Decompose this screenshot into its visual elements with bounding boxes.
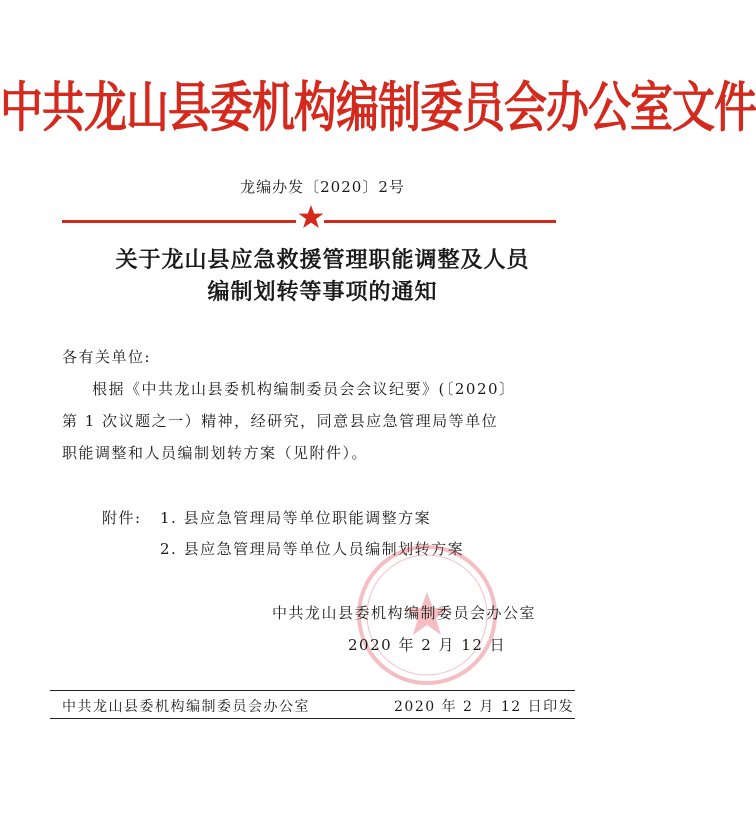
body-paragraph-line: 根据《中共龙山县委机构编制委员会会议纪要》(〔2020〕 [92,380,516,398]
salutation: 各有关单位: [62,348,152,366]
attachment-item: 1. 县应急管理局等单位职能调整方案 [160,509,432,527]
footer-print-date: 2020 年 2 月 12 日印发 [394,699,575,715]
footer-top-rule [50,690,575,691]
attachments-label: 附件: [102,509,142,527]
red-divider-right [324,220,556,223]
footer-bottom-rule [50,718,575,719]
attachment-item: 2. 县应急管理局等单位人员编制划转方案 [160,540,465,558]
footer-issuer: 中共龙山县委机构编制委员会办公室 [62,699,310,715]
document-number: 龙编办发〔2020〕2号 [240,178,405,196]
document-title-line-2: 编制划转等事项的通知 [207,279,438,305]
red-star-icon [298,204,324,230]
document-title-line-1: 关于龙山县应急救援管理职能调整及人员 [115,247,530,273]
body-paragraph-line: 职能调整和人员编制划转方案（见附件）。 [62,444,369,462]
signature-organization: 中共龙山县委机构编制委员会办公室 [272,604,537,622]
document-masthead: 中共龙山县委机构编制委员会办公室文件 [0,77,756,140]
signature-date: 2020 年 2 月 12 日 [348,636,507,654]
red-divider-left [62,220,296,223]
body-paragraph-line: 第 1 次议题之一）精神，经研究，同意县应急管理局等单位 [62,412,499,430]
